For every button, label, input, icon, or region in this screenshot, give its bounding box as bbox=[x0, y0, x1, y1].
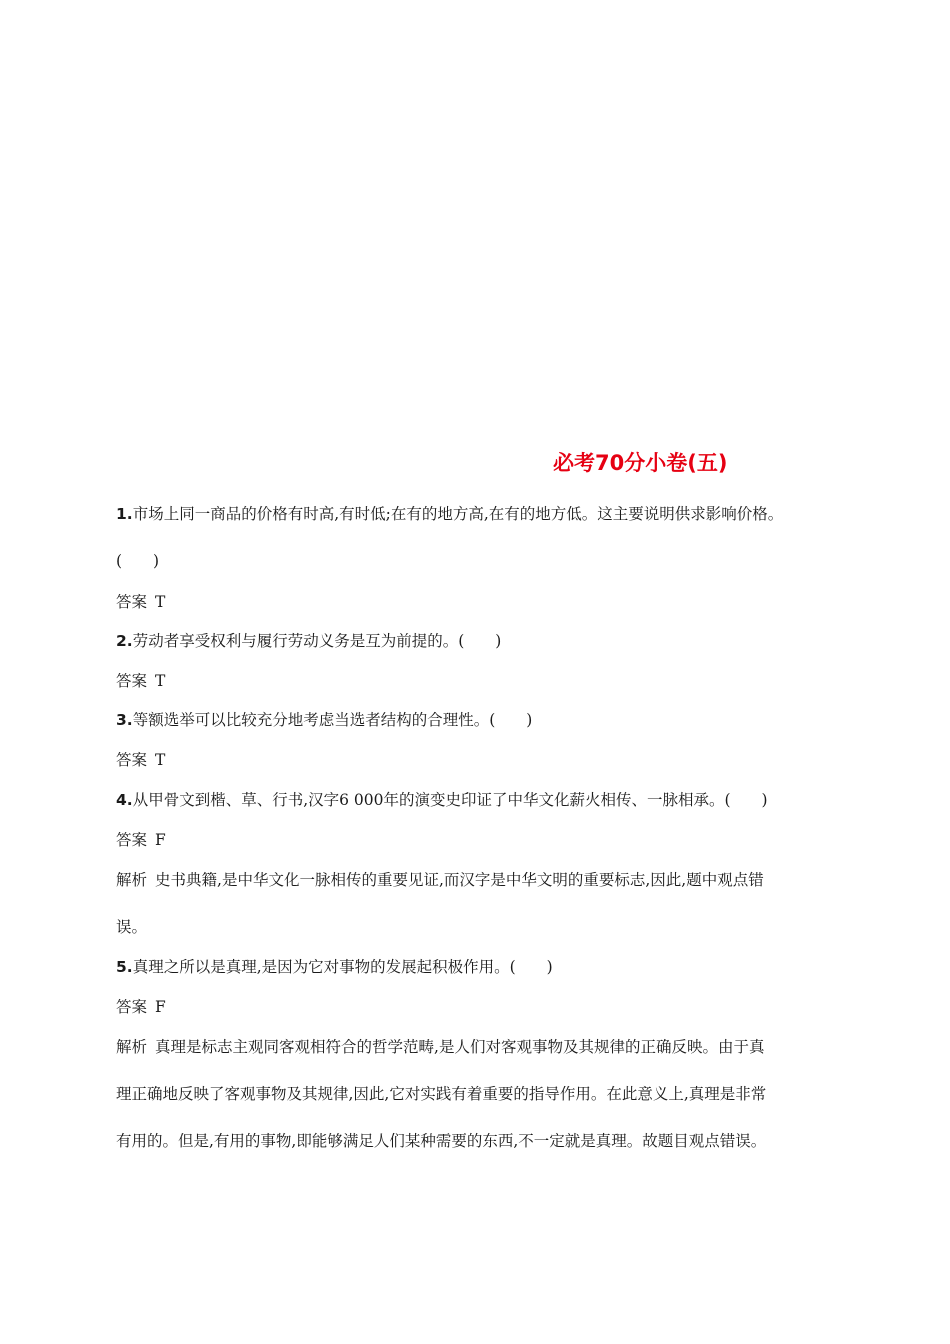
answer-1-value: T bbox=[155, 593, 166, 611]
analysis-5-label: 解析 bbox=[116, 1038, 148, 1056]
question-2-text: 劳动者享受权利与履行劳动义务是互为前提的。( ) bbox=[132, 632, 502, 650]
question-5-number: 5. bbox=[116, 958, 133, 976]
analysis-5-line-3: 有用的。但是,有用的事物,即能够满足人们某种需要的东西,不一定就是真理。故题目观点错误。 bbox=[116, 1132, 767, 1150]
analysis-4-line-1 bbox=[116, 868, 764, 892]
answer-3 bbox=[116, 748, 165, 772]
question-1-number: 1. bbox=[116, 505, 133, 523]
question-3-text: 等额选举可以比较充分地考虑当选者结构的合理性。( ) bbox=[132, 711, 533, 729]
analysis-5-line-2: 理正确地反映了客观事物及其规律,因此,它对实践有着重要的指导作用。在此意义上,真理是非常 bbox=[116, 1085, 767, 1103]
question-5 bbox=[116, 955, 553, 979]
answer-3-label: 答案 bbox=[116, 751, 148, 769]
analysis-4-line-2: 误。 bbox=[116, 918, 148, 936]
answer-3-value: T bbox=[155, 751, 166, 769]
question-3 bbox=[116, 708, 532, 732]
question-4-text: 从甲骨文到楷、草、行书,汉字6 000年的演变史印证了中华文化薪火相传、一脉相承。( ) bbox=[132, 791, 768, 809]
question-5-text: 真理之所以是真理,是因为它对事物的发展起积极作用。( ) bbox=[132, 958, 553, 976]
answer-4-value: F bbox=[155, 831, 166, 849]
answer-1 bbox=[116, 590, 165, 614]
answer-5 bbox=[116, 995, 166, 1019]
analysis-4-text-1: 史书典籍,是中华文化一脉相传的重要见证,而汉字是中华文明的重要标志,因此,题中观点错 bbox=[155, 871, 764, 889]
answer-4-label: 答案 bbox=[116, 831, 148, 849]
answer-2-label: 答案 bbox=[116, 672, 148, 690]
question-3-number: 3. bbox=[116, 711, 133, 729]
answer-2-value: T bbox=[155, 672, 166, 690]
answer-5-label: 答案 bbox=[116, 998, 148, 1016]
analysis-5-line-1 bbox=[116, 1035, 764, 1059]
answer-4 bbox=[116, 828, 166, 852]
question-4-number: 4. bbox=[116, 791, 133, 809]
question-1-blank: ( ) bbox=[116, 552, 160, 570]
page-title: 必考70分小卷(五) bbox=[553, 451, 728, 475]
question-2 bbox=[116, 629, 501, 653]
answer-5-value: F bbox=[155, 998, 166, 1016]
answer-1-label: 答案 bbox=[116, 593, 148, 611]
question-1 bbox=[116, 502, 783, 526]
answer-2 bbox=[116, 669, 165, 693]
analysis-4-label: 解析 bbox=[116, 871, 148, 889]
analysis-5-text-1: 真理是标志主观同客观相符合的哲学范畴,是人们对客观事物及其规律的正确反映。由于真 bbox=[155, 1038, 765, 1056]
question-4 bbox=[116, 788, 768, 812]
question-2-number: 2. bbox=[116, 632, 133, 650]
question-1-text: 市场上同一商品的价格有时高,有时低;在有的地方高,在有的地方低。这主要说明供求影响价格。 bbox=[132, 505, 784, 523]
